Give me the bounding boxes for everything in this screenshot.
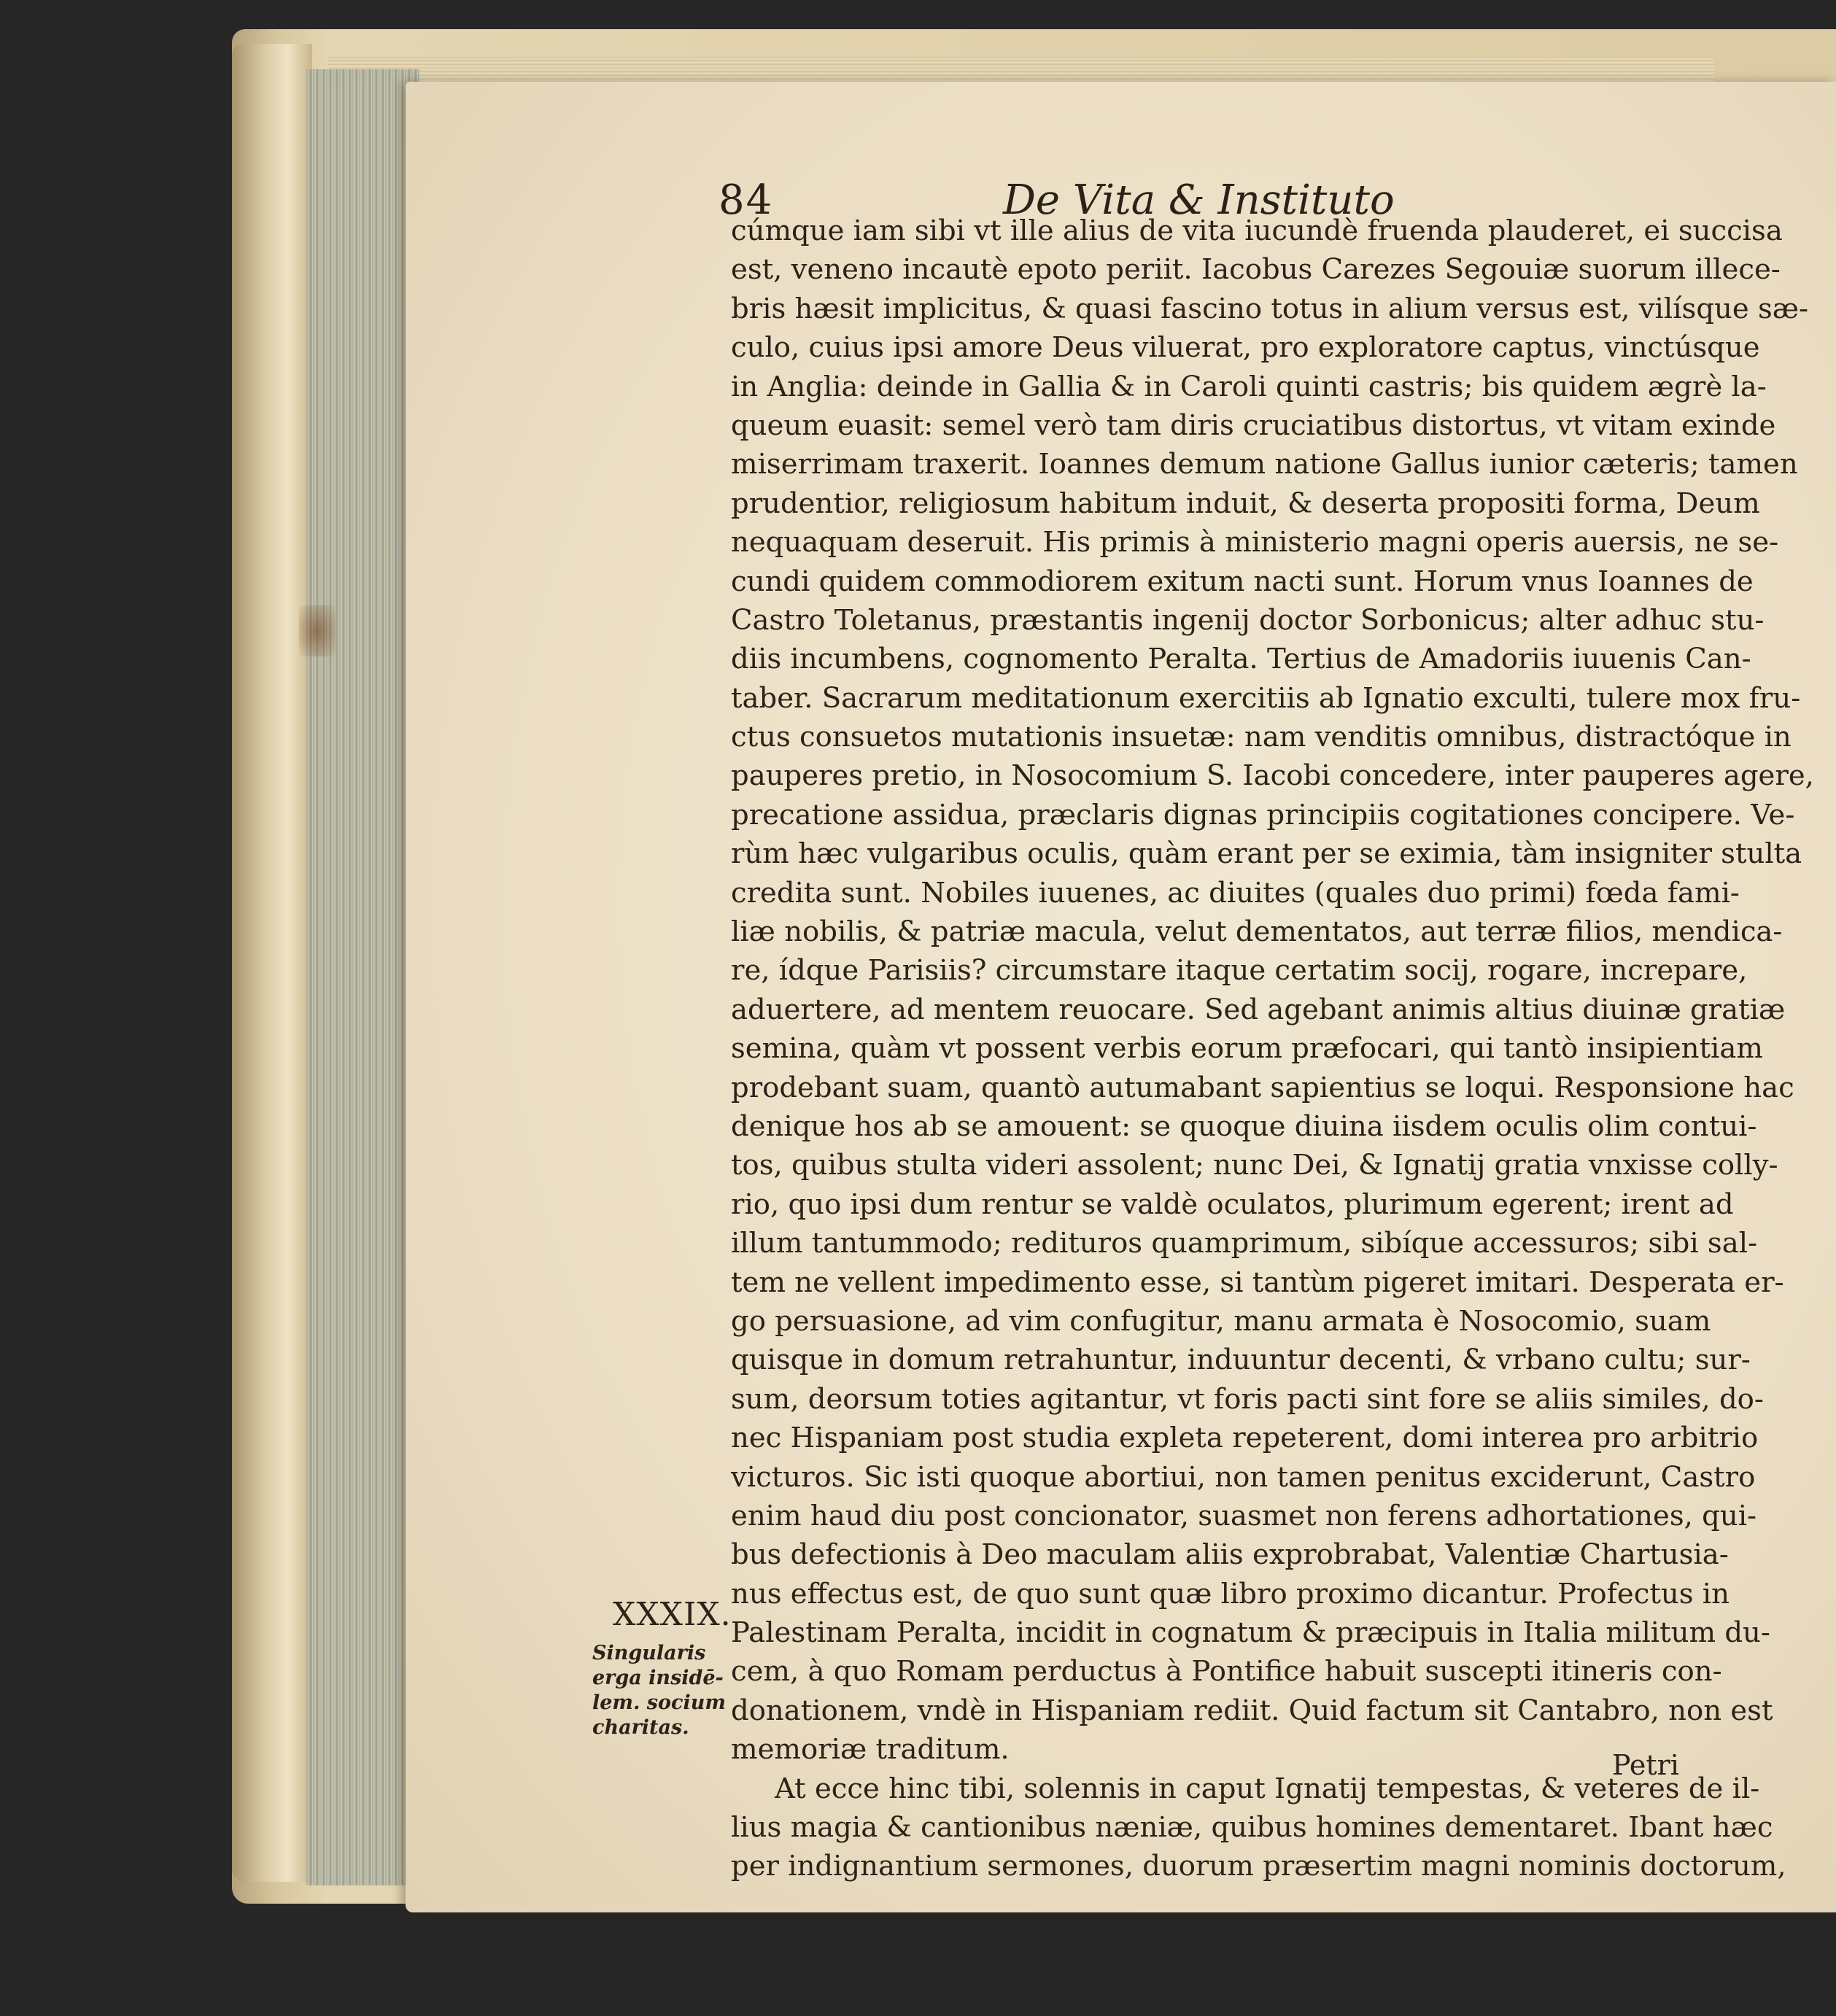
text-line: taber. Sacrarum meditationum exercitiis ab Ignatio exculti, tulere mox fru-	[731, 681, 1801, 715]
text-line: cundi quidem commodiorem exitum nacti sunt. Horum vnus Ioannes de	[731, 565, 1754, 598]
page-edges	[306, 69, 419, 1885]
catchword: Petri	[1612, 1749, 1679, 1781]
text-line: miserrimam traxerit. Ioannes demum natione Gallus iunior cæteris; tamen	[731, 448, 1798, 481]
text-line: est, veneno incautè epoto periit. Iacobus Carezes Segouiæ suorum illece-	[731, 253, 1781, 287]
text-line: culo, cuius ipsi amore Deus viluerat, pro exploratore captus, vinctúsque	[731, 331, 1760, 365]
text-line: rio, quo ipsi dum rentur se valdè oculatos, plurimum egerent; irent ad	[731, 1187, 1734, 1221]
text-line: liæ nobilis, & patriæ macula, velut dementatos, aut terræ filios, mendica-	[731, 915, 1783, 949]
text-line: ctus consuetos mutationis insuetæ: nam venditis omnibus, distractóque in	[731, 721, 1792, 754]
text-line: aduertere, ad mentem reuocare. Sed agebant animis altius diuinæ gratiæ	[731, 993, 1786, 1026]
text-line: credita sunt. Nobiles iuuenes, ac diuites (quales duo primi) fœda fami-	[731, 876, 1740, 910]
cover-fold	[232, 44, 312, 1882]
text-line: tem ne vellent impedimento esse, si tantùm pigeret imitari. Desperata er-	[731, 1265, 1784, 1299]
text-line: illum tantummodo; redituros quamprimum, sibíque accessuros; sibi sal-	[731, 1227, 1758, 1260]
text-line: victuros. Sic isti quoque abortiui, non tamen penitus exciderunt, Castro	[731, 1460, 1756, 1494]
text-line: per indignantium sermones, duorum præsertim magni nominis doctorum,	[731, 1850, 1786, 1883]
text-line: pauperes pretio, in Nosocomium S. Iacobi concedere, inter pauperes agere,	[731, 759, 1814, 793]
margin-note-line: lem. socium	[592, 1691, 726, 1714]
text-line: enim haud diu post concionator, suasmet non ferens adhortationes, qui-	[731, 1499, 1757, 1532]
text-line: prudentior, religiosum habitum induit, & deserta propositi forma, Deum	[731, 486, 1760, 520]
text-line: go persuasione, ad vim confugitur, manu armata è Nosocomio, suam	[731, 1304, 1711, 1338]
text-line: Castro Toletanus, præstantis ingenij doctor Sorbonicus; alter adhuc stu-	[731, 603, 1765, 637]
text-line: tos, quibus stulta videri assolent; nunc Dei, & Ignatij gratia vnxisse colly-	[731, 1149, 1778, 1182]
text-line: memoriæ traditum.	[731, 1733, 1010, 1767]
text-line: in Anglia: deinde in Gallia & in Caroli quinti castris; bis quidem ægrè la-	[731, 370, 1767, 403]
running-title: De Vita & Instituto	[1003, 177, 1395, 224]
text-line: denique hos ab se amouent: se quoque diuina iisdem oculis olim contui-	[731, 1109, 1757, 1143]
margin-note	[592, 1641, 726, 1740]
text-line: cem, à quo Romam perductus à Pontifice habuit suscepti itineris con-	[731, 1655, 1722, 1689]
text-line: semina, quàm vt possent verbis eorum præfocari, qui tantò insipientiam	[731, 1032, 1763, 1066]
margin-note-line: erga insidē-	[592, 1667, 724, 1689]
margin-note-line: charitas.	[592, 1716, 689, 1739]
text-line: lius magia & cantionibus næniæ, quibus homines dementaret. Ibant hæc	[731, 1811, 1773, 1845]
stain-mark	[299, 605, 336, 656]
text-line: bris hæsit implicitus, & quasi fascino totus in alium versus est, vilísque sæ-	[731, 292, 1809, 325]
margin-note-line: Singularis	[592, 1642, 706, 1664]
text-line: prodebant suam, quantò autumabant sapientius se loqui. Responsione hac	[731, 1071, 1794, 1104]
text-line: re, ídque Parisiis? circumstare itaque certatim socij, rogare, increpare,	[731, 954, 1748, 988]
text-line: precatione assidua, præclaris dignas principiis cogitationes concipere. Ve-	[731, 798, 1795, 831]
text-line: nequaquam deseruit. His primis à ministerio magni operis auersis, ne se-	[731, 526, 1779, 559]
text-line: bus defectionis à Deo maculam aliis exprobrabat, Valentiæ Chartusia-	[731, 1538, 1729, 1572]
text-line: nec Hispaniam post studia expleta repeterent, domi interea pro arbitrio	[731, 1422, 1759, 1455]
page-number: 84	[718, 177, 774, 224]
margin-section-number: XXXIX.	[613, 1596, 732, 1633]
text-line: sum, deorsum toties agitantur, vt foris pacti sint fore se aliis similes, do-	[731, 1382, 1764, 1416]
text-line: queum euasit: semel verò tam diris cruciatibus distortus, vt vitam exinde	[731, 408, 1776, 442]
text-line: rùm hæc vulgaribus oculis, quàm erant per se eximia, tàm insigniter stulta	[731, 837, 1802, 871]
body-text	[731, 212, 1814, 1886]
text-line: Palestinam Peralta, incidit in cognatum & præcipuis in Italia militum du-	[731, 1616, 1770, 1650]
text-line: nus effectus est, de quo sunt quæ libro proximo dicantur. Profectus in	[731, 1577, 1730, 1610]
text-line: cúmque iam sibi vt ille alius de vita iucundè fruenda plauderet, ei succisa	[731, 214, 1783, 247]
text-line: donationem, vndè in Hispaniam rediit. Quid factum sit Cantabro, non est	[731, 1694, 1773, 1727]
text-line: diis incumbens, cognomento Peralta. Tertius de Amadoriis iuuenis Can-	[731, 643, 1751, 676]
text-line: quisque in domum retrahuntur, induuntur decenti, & vrbano cultu; sur-	[731, 1344, 1751, 1377]
text-line: At ecce hinc tibi, solennis in caput Ignatij tempestas, & veteres de il-	[775, 1772, 1760, 1805]
